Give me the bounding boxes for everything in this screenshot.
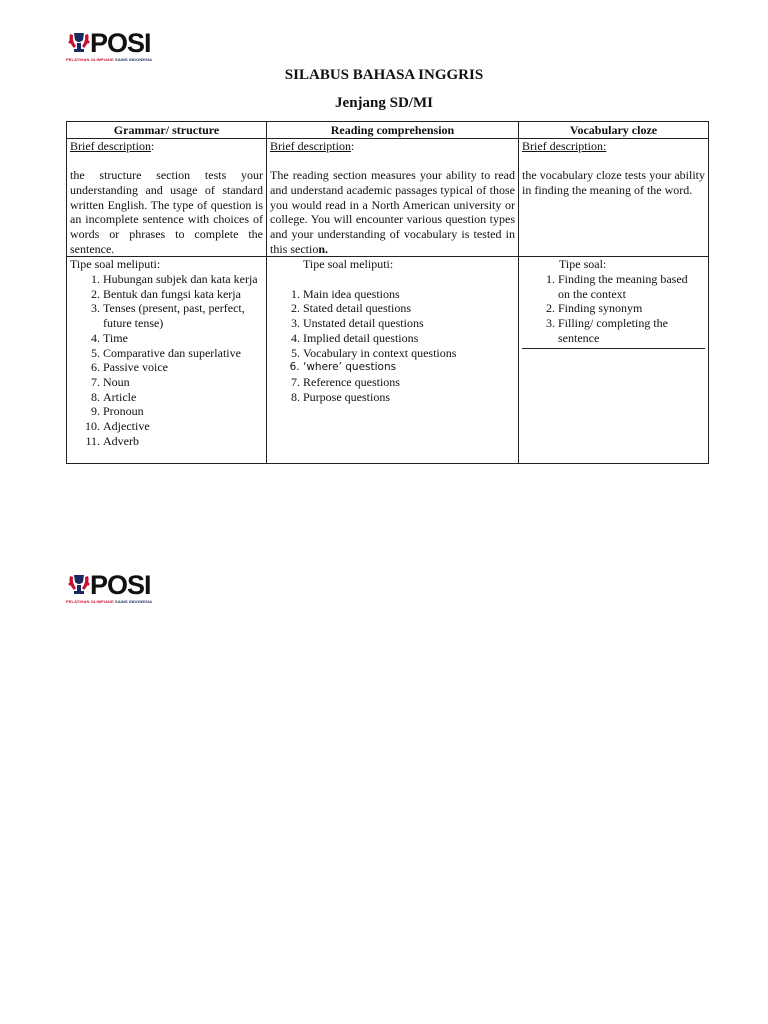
list-item: 1. Hubungan subjek dan kata kerja <box>103 272 263 287</box>
column-header-vocabulary: Vocabulary cloze <box>519 122 709 139</box>
posi-logo <box>66 28 176 64</box>
grammar-description: the structure section tests your understanding and usage of standard written English. The type of question is an incomplete sentence with choices of words or phrases to complete the sentence. <box>70 168 263 256</box>
list-item: 11. Adverb <box>103 434 263 449</box>
list-item: 8. Purpose questions <box>303 390 515 405</box>
list-item: 10. Adjective <box>103 419 263 434</box>
table-row-question-types <box>67 257 709 464</box>
list-item: 6. ‘where’ questions <box>303 360 515 375</box>
list-item: 3. Filling/ completing the sentence <box>558 316 702 345</box>
posi-logo <box>66 570 176 606</box>
list-item: 4. Time <box>103 331 263 346</box>
reading-types-cell <box>267 257 519 464</box>
brief-description-label: Brief description <box>270 138 351 153</box>
list-item: 8. Article <box>103 390 263 405</box>
list-item: 2. Bentuk dan fungsi kata kerja <box>103 287 263 302</box>
trophy-wreath-icon <box>66 572 92 598</box>
list-item: 7. Noun <box>103 375 263 390</box>
reading-description-cell: Brief description: The reading section measures your ability to read and understand academic passages typical of those you would read in a North American university or college. You will encounter various question types and your understanding of vocabulary is tested in this section. <box>267 138 519 257</box>
column-header-grammar: Grammar/ structure <box>67 122 267 139</box>
table-row-description <box>67 138 709 257</box>
reading-type-list <box>270 287 515 405</box>
brief-description-label: Brief description: <box>522 138 607 153</box>
tipe-soal-label: Tipe soal meliputi: <box>303 257 394 272</box>
document-subtitle: Jenjang SD/MI <box>335 95 433 111</box>
trophy-wreath-icon <box>66 30 92 56</box>
list-item: 3. Tenses (present, past, perfect, future tense) <box>103 301 263 330</box>
list-item: 7. Reference questions <box>303 375 515 390</box>
tipe-soal-label: Tipe soal meliputi: <box>70 257 161 272</box>
list-item: 3. Unstated detail questions <box>303 316 515 331</box>
list-item: 5. Vocabulary in context questions <box>303 346 515 361</box>
list-item: 9. Pronoun <box>103 404 263 419</box>
list-item: 6. Passive voice <box>103 360 263 375</box>
posi-tagline: PELATIHAN OLIMPIADE SAINS INDONESIA <box>66 57 153 62</box>
reading-description: The reading section measures your ability to read and understand academic passages typical of those you would read in a North American university or college. You will encounter various question types and your understanding of vocabulary is tested in this section. <box>270 168 515 256</box>
list-item: 4. Implied detail questions <box>303 331 515 346</box>
grammar-type-list <box>70 272 263 448</box>
syllabus-table <box>66 121 709 464</box>
brief-description-label: Brief description <box>70 138 151 153</box>
column-header-reading: Reading comprehension <box>267 122 519 139</box>
vocabulary-type-list <box>525 272 702 346</box>
list-item: 2. Stated detail questions <box>303 301 515 316</box>
list-item: 5. Comparative dan superlative <box>103 346 263 361</box>
tipe-soal-label: Tipe soal: <box>559 257 607 272</box>
list-item: 1. Main idea questions <box>303 287 515 302</box>
grammar-types-cell <box>67 257 267 464</box>
posi-wordmark: POSI <box>90 28 151 58</box>
list-item: 1. Finding the meaning based on the context <box>558 272 702 301</box>
posi-tagline: PELATIHAN OLIMPIADE SAINS INDONESIA <box>66 599 153 604</box>
vocabulary-description: the vocabulary cloze tests your ability in finding the meaning of the word. <box>522 168 705 197</box>
vocabulary-types-cell <box>519 257 709 464</box>
grammar-description-cell: Brief description: the structure section tests your understanding and usage of standard written English. The type of question is an incomplete sentence with choices of words or phrases to complete the sentence. <box>67 138 267 257</box>
vocabulary-description-cell <box>519 138 709 257</box>
table-header-row <box>67 122 709 139</box>
document-title: SILABUS BAHASA INGGRIS <box>284 67 484 83</box>
list-item: 2. Finding synonym <box>558 301 702 316</box>
posi-wordmark: POSI <box>90 570 151 600</box>
